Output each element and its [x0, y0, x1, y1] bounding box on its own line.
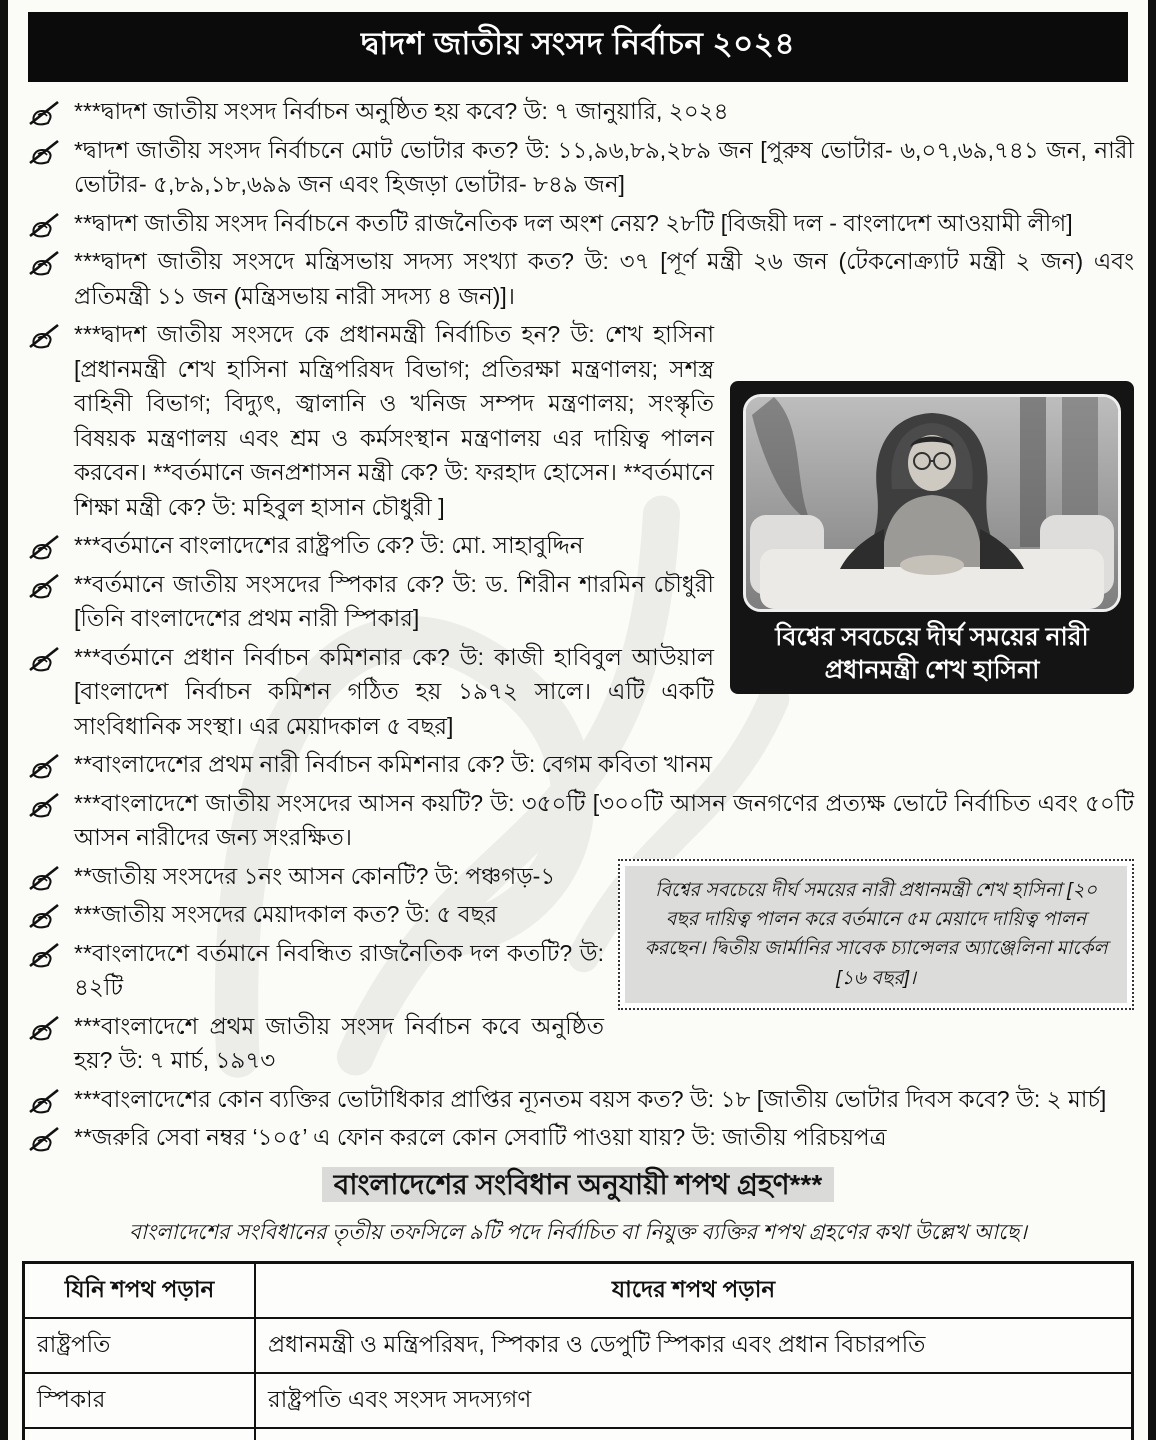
table-header-row: [24, 1262, 1133, 1318]
note-text: বিশ্বের সবচেয়ে দীর্ঘ সময়ের নারী প্রধানমন্ত্রী শেখ হাসিনা [২০ বছর দায়িত্ব পালন করে বর্তমানে ৫ম মেয়াদে দায়িত্ব পালন করছেন। দ্বিতীয় জার্মানির সাবেক চ্যান্সেলর অ্যাঞ্জেলিনা মার্কেল [১৬ বছর]।: [625, 866, 1127, 1004]
writing-hand-icon: [28, 865, 62, 891]
qa-text: ***দ্বাদশ জাতীয় সংসদ নির্বাচন অনুষ্ঠিত হয় কবে? উ: ৭ জানুয়ারি, ২০২৪: [74, 98, 729, 124]
table-cell: রাষ্ট্রপতি: [24, 1318, 256, 1373]
oath-section: [22, 1163, 1134, 1440]
qa-item: [22, 567, 1134, 636]
oath-section-title: [22, 1163, 1134, 1210]
table-cell: স্পিকার: [24, 1373, 256, 1428]
qa-text: **বাংলাদেশের প্রথম নারী নির্বাচন কমিশনার কে? উ: বেগম কবিতা খানম: [74, 751, 713, 777]
writing-hand-icon: [28, 753, 62, 779]
qa-item: [22, 1082, 1134, 1117]
qa-text: **বাংলাদেশে বর্তমানে নিবন্ধিত রাজনৈতিক দল কতটি? উ: ৪২টি: [74, 939, 604, 1000]
qa-item: [22, 1009, 1134, 1078]
qa-text: ***বাংলাদেশে জাতীয় সংসদের আসন কয়টি? উ: ৩৫০টি [৩০০টি আসন জনগণের প্রত্যক্ষ ভোটে নির্বাচিত এবং ৫০টি আসন নারীদের জন্য সংরক্ষিত।: [74, 789, 1134, 850]
qa-text: **জাতীয় সংসদের ১নং আসন কোনটি? উ: পঞ্চগড়-১: [74, 862, 556, 889]
qa-text: ***বর্তমানে বাংলাদেশের রাষ্ট্রপতি কে? উ: মো. সাহাবুদ্দিন: [74, 532, 584, 558]
table-row: [24, 1428, 1133, 1440]
table-row: [24, 1373, 1133, 1428]
qa-text: ***দ্বাদশ জাতীয় সংসদে কে প্রধানমন্ত্রী নির্বাচিত হন? উ: শেখ হাসিনা [প্রধানমন্ত্রী শেখ হাসিনা মন্ত্রিপরিষদ বিভাগ; প্রতিরক্ষা মন্ত্রণালয়; সশস্ত্র বাহিনী বিভাগ; বিদ্যুৎ, জ্বালানি ও খনিজ সম্পদ মন্ত্রণালয়; সংস্কৃতি বিষয়ক মন্ত্রণালয় এবং শ্রম ও কর্মসংস্থান মন্ত্রণালয় এর দায়িত্ব পালন করবেন। **বর্তমানে জনপ্রশাসন মন্ত্রী কে? উ: ফরহাদ হোসেন। **বর্তমানে শিক্ষা মন্ত্রী কে? উ: মহিবুল হাসান চৌধুরী ]: [74, 321, 714, 520]
writing-hand-icon: [28, 573, 62, 599]
writing-hand-icon: [28, 1088, 62, 1114]
qa-text: *দ্বাদশ জাতীয় সংসদ নির্বাচনে মোট ভোটার কত? উ: ১১,৯৬,৮৯,২৮৯ জন [পুরুষ ভোটার- ৬,০৭,৬৯,৭৪১ জন, নারী ভোটার- ৫,৮৯,১৮,৬৯৯ জন এবং হিজড়া ভোটার- ৮৪৯ জন]: [74, 136, 1134, 197]
table-cell: প্রধানমন্ত্রী ও মন্ত্রিপরিষদ, স্পিকার ও ডেপুটি স্পিকার এবং প্রধান বিচারপতি: [255, 1318, 1133, 1373]
writing-hand-icon: [28, 323, 62, 349]
qa-text: ***বর্তমানে প্রধান নির্বাচন কমিশনার কে? উ: কাজী হাবিবুল আউয়াল [বাংলাদেশ নির্বাচন কমিশন গঠিত হয় ১৯৭২ সালে। এটি একটি সাংবিধানিক সংস্থা। এর মেয়াদকাল ৫ বছর]: [74, 643, 714, 739]
writing-hand-icon: [28, 1015, 62, 1041]
qa-item: [22, 747, 1134, 782]
writing-hand-icon: [28, 646, 62, 672]
writing-hand-icon: [28, 100, 62, 126]
table-row: [24, 1318, 1133, 1373]
writing-hand-icon: [28, 212, 62, 238]
qa-item: [22, 897, 1134, 932]
qa-item: [22, 640, 1134, 744]
writing-hand-icon: [28, 792, 62, 818]
photo-caption: বিশ্বের সবচেয়ে দীর্ঘ সময়ের নারী প্রধানমন্ত্রী শেখ হাসিনা: [775, 623, 1089, 684]
writing-hand-icon: [28, 1126, 62, 1152]
qa-item: [22, 244, 1134, 313]
page-title: দ্বাদশ জাতীয় সংসদ নির্বাচন ২০২৪: [28, 12, 1128, 82]
qa-text: **জরুরি সেবা নম্বর ‘১০৫’ এ ফোন করলে কোন সেবাটি পাওয়া যায়? উ: জাতীয় পরিচয়পত্র: [74, 1124, 887, 1150]
table-cell: [255, 1428, 1133, 1440]
table-header-cell: যাদের শপথ পড়ান: [255, 1262, 1133, 1318]
qa-text: ***বাংলাদেশের কোন ব্যক্তির ভোটাধিকার প্রাপ্তির ন্যূনতম বয়স কত? উ: ১৮ [জাতীয় ভোটার দিবস কবে? উ: ২ মার্চ]: [74, 1085, 1107, 1112]
qa-text: **দ্বাদশ জাতীয় সংসদ নির্বাচনে কতটি রাজনৈতিক দল অংশ নেয়? ২৮টি [বিজয়ী দল - বাংলাদেশ আওয়ামী লীগ]: [74, 209, 1073, 236]
qa-text: ***দ্বাদশ জাতীয় সংসদে মন্ত্রিসভায় সদস্য সংখ্যা কত? উ: ৩৭ [পূর্ণ মন্ত্রী ২৬ জন (টেকনোক্র্যাট মন্ত্রী ২ জন) এবং প্রতিমন্ত্রী ১১ জন (মন্ত্রিসভায় নারী সদস্য ৪ জন)]।: [74, 248, 1134, 309]
qa-text: ***বাংলাদেশে প্রথম জাতীয় সংসদ নির্বাচন কবে অনুষ্ঠিত হয়? উ: ৭ মার্চ, ১৯৭৩: [74, 1012, 604, 1073]
qa-list: [22, 94, 1134, 1155]
writing-hand-icon: [28, 942, 62, 968]
qa-item: [22, 936, 1134, 1005]
qa-item: [22, 1120, 1134, 1155]
table-header-cell: যিনি শপথ পড়ান: [24, 1262, 256, 1318]
qa-item: [22, 206, 1134, 241]
writing-hand-icon: [28, 139, 62, 165]
writing-hand-icon: [28, 534, 62, 560]
oath-section-title-text: বাংলাদেশের সংবিধান অনুযায়ী শপথ গ্রহণ***: [322, 1167, 834, 1202]
table-cell: [24, 1428, 256, 1440]
qa-item: [22, 94, 1134, 129]
writing-hand-icon: [28, 903, 62, 929]
oath-table: [22, 1261, 1134, 1440]
writing-hand-icon: [28, 250, 62, 276]
oath-subtitle: বাংলাদেশের সংবিধানের তৃতীয় তফসিলে ৯টি পদে নির্বাচিত বা নিযুক্ত ব্যক্তির শপথ গ্রহণের কথা উল্লেখ আছে।: [129, 1220, 1027, 1244]
qa-item: [22, 786, 1134, 855]
qa-item: [22, 133, 1134, 202]
qa-item: [22, 528, 1134, 563]
qa-text: **বর্তমানে জাতীয় সংসদের স্পিকার কে? উ: ড. শিরীন শারমিন চৌধুরী [তিনি বাংলাদেশের প্রথম নারী স্পিকার]: [74, 570, 714, 631]
qa-text: ***জাতীয় সংসদের মেয়াদকাল কত? উ: ৫ বছর: [74, 901, 498, 927]
table-cell: রাষ্ট্রপতি এবং সংসদ সদস্যগণ: [255, 1373, 1133, 1428]
